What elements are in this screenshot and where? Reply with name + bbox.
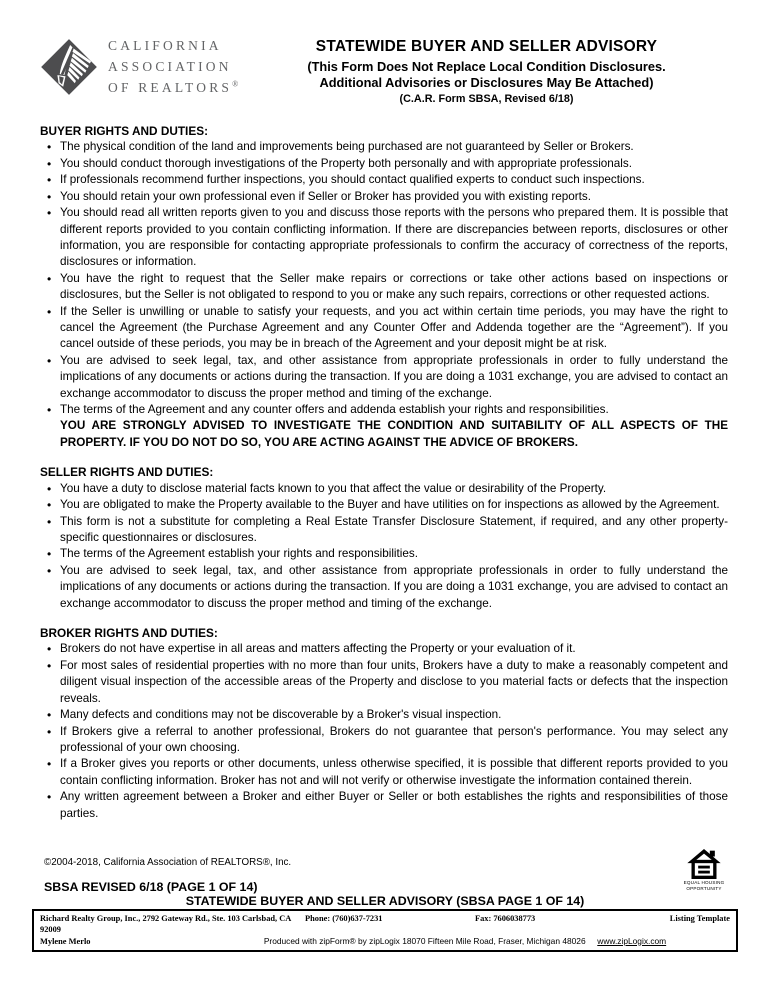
registered-mark: ® [232, 79, 239, 89]
office-name-address: Richard Realty Group, Inc., 2792 Gateway Rd., Ste. 103 Carlsbad, CA 92009 [40, 913, 291, 935]
bullet-text: If professionals recommend further inspections, you should contact qualified experts to conduct such inspections. [60, 173, 645, 187]
advisory-section [40, 464, 728, 612]
listing-template-label: Listing Template [669, 913, 730, 923]
footer-page-title: STATEWIDE BUYER AND SELLER ADVISORY (SBSA PAGE 1 OF 14) [185, 893, 585, 908]
bullet-item [40, 205, 728, 271]
spacer [588, 936, 595, 946]
bullet-item [40, 353, 728, 402]
bullet-item [40, 271, 728, 304]
form-reference: (C.A.R. Form SBSA, Revised 6/18) [399, 92, 574, 105]
office-info-box [32, 909, 738, 952]
bullet-text: If a Broker gives you reports or other documents, unless otherwise specified, it is possible that different reports provided to you contain conflicting information. Broker has not and will not verify or otherwise investigate the information contained therein. [60, 757, 728, 787]
car-logo [40, 36, 245, 99]
bullet-item [40, 189, 728, 205]
equal-housing-house-icon [687, 849, 721, 879]
produced-with-line [200, 936, 730, 947]
car-logo-wordmark [108, 36, 238, 99]
bullet-item [40, 156, 728, 172]
bullet-text: You should conduct thorough investigations of the Property both personally and with appropriate professionals. [60, 156, 632, 170]
copyright-notice: ©2004-2018, California Association of REALTORS®, Inc. [44, 856, 292, 868]
bullet-text: You have a duty to disclose material facts known to you that affect the value or desirability of the Property. [60, 481, 607, 495]
bullet-item [40, 641, 728, 657]
bullet-item [40, 402, 728, 451]
sections [40, 123, 728, 822]
bullet-item [40, 139, 728, 155]
bullet-text: The terms of the Agreement establish your rights and responsibilities. [60, 547, 418, 561]
bullet-text: Brokers do not have expertise in all areas and matters affecting the Property or your evaluation of it. [60, 642, 576, 656]
title-block [245, 36, 728, 105]
bullet-text: You have the right to request that the Seller make repairs or corrections or take other actions based on inspections or disclosures, but the Seller is not obligated to respond to you or make any such repairs, corrections or other requested actions. [60, 271, 728, 302]
revision-line: SBSA REVISED 6/18 (PAGE 1 OF 14) [44, 879, 258, 894]
bullet-item [40, 724, 728, 757]
bullet-text: You are advised to seek legal, tax, and other assistance from appropriate professionals in order to fully understand the implications of any documents or actions during the transaction. If you are doing a 1031 exchange, you are advised to contact an exchange accommodator to discuss the proper method and timing of the exchange. [60, 353, 728, 400]
produced-with-text: Produced with zipForm® by zipLogix 18070 Fifteen Mile Road, Fraser, Michigan 48026 [263, 935, 586, 946]
bullet-list [40, 139, 728, 451]
agent-name: Mylene Merlo [40, 936, 91, 946]
advisory-section [40, 123, 728, 451]
bullet-text: Any written agreement between a Broker and either Buyer or Seller or both establishes the rights and responsibilities of those parties. [60, 790, 728, 820]
bullet-text: You are obligated to make the Property available to the Buyer and have utilities on for inspections as allowed by the Agreement. [60, 498, 720, 512]
office-row-1 [40, 913, 730, 936]
bullet-item [40, 546, 728, 562]
subtitle-line-1: (This Form Does Not Replace Local Condition Disclosures. [307, 59, 666, 74]
bullet-text: This form is not a substitute for completing a Real Estate Transfer Disclosure Statement, if required, and any other property-specific questionnaires or disclosures. [60, 514, 728, 544]
bullet-text: You are advised to seek legal, tax, and other assistance from appropriate professionals in order to fully understand the implications of any documents or actions during the transaction. If you are doing a 1031 exchange, you are advised to contact an exchange accommodator to discuss the proper method and timing of the exchange. [60, 563, 728, 610]
bullet-item [40, 658, 728, 707]
bullet-text: The terms of the Agreement and any counter offers and addenda establish your rights and responsibilities. [60, 402, 609, 416]
bullet-text: If the Seller is unwilling or unable to satisfy your requests, and you act within certain time periods, you may have the right to cancel the Agreement (the Purchase Agreement and any Counter Offer and Addenda together are the “Agreement”). If you cancel outside of these periods, you may be in breach of the Agreement and your deposit might be at risk. [60, 304, 728, 351]
subtitle-line-2: Additional Advisories or Disclosures May Be Attached) [319, 74, 654, 90]
office-phone: Phone: (760)637-7231 [305, 913, 383, 923]
bullet-bold-emphasis: YOU ARE STRONGLY ADVISED TO INVESTIGATE THE CONDITION AND SUITABILITY OF ALL ASPECTS OF THE PROPERTY. IF YOU DO NOT DO SO, YOU ARE ACTING AGAINST THE ADVICE OF BROKERS. [60, 419, 728, 449]
logo-line-association: ASSOCIATION [108, 58, 232, 74]
equal-housing-caption: EQUAL HOUSING OPPORTUNITY [683, 879, 725, 891]
logo-line-california: CALIFORNIA [108, 38, 222, 53]
document-subtitle [245, 59, 728, 91]
bullet-item [40, 172, 728, 188]
document-title: STATEWIDE BUYER AND SELLER ADVISORY [315, 38, 658, 55]
bullet-text: You should retain your own professional even if Seller or Broker has provided you with existing reports. [60, 189, 591, 203]
bullet-text: Many defects and conditions may not be discoverable by a Broker's visual inspection. [60, 708, 502, 722]
bullet-item [40, 497, 728, 513]
bullet-list [40, 641, 728, 821]
section-heading: BROKER RIGHTS AND DUTIES: [40, 625, 218, 640]
section-heading: SELLER RIGHTS AND DUTIES: [40, 465, 214, 480]
document-header [40, 36, 728, 105]
bullet-text: The physical condition of the land and improvements being purchased are not guaranteed by Seller or Brokers. [60, 140, 634, 154]
bullet-list [40, 481, 728, 612]
bullet-item [40, 789, 728, 822]
advisory-section [40, 625, 728, 822]
bullet-text: You should read all written reports given to you and discuss those reports with the persons who prepared them. It is possible that different reports provided to you contain conflicting information. If there are discrepancies between reports, disclosures or other information, you are responsible for contacting appropriate professionals to confirm the accuracy of correctness of the reports, disclosures or information. [60, 206, 728, 269]
bullet-item [40, 304, 728, 353]
document-footer [32, 857, 738, 952]
office-row-2 [40, 936, 730, 947]
ziplogix-link[interactable]: www.zipLogix.com [597, 935, 667, 946]
equal-housing-logo [682, 849, 726, 891]
bullet-item [40, 707, 728, 723]
bullet-item [40, 514, 728, 547]
bullet-text: For most sales of residential properties with no more than four units, Brokers have a duty to make a reasonably competent and diligent visual inspection of the accessible areas of the Property and disclose to you material facts or defects that the inspection reveals. [60, 658, 728, 705]
logo-line-of-realtors: OF REALTORS® [108, 79, 239, 95]
bullet-text: If Brokers give a referral to another professional, Brokers do not guarantee that person's performance. You may select any professional of your own choosing. [60, 724, 728, 754]
office-fax: Fax: 7606038773 [475, 913, 536, 923]
bullet-item [40, 756, 728, 789]
section-heading: BUYER RIGHTS AND DUTIES: [40, 123, 209, 138]
bullet-item [40, 563, 728, 612]
car-diamond-logo-icon [40, 36, 98, 98]
bullet-item [40, 481, 728, 497]
